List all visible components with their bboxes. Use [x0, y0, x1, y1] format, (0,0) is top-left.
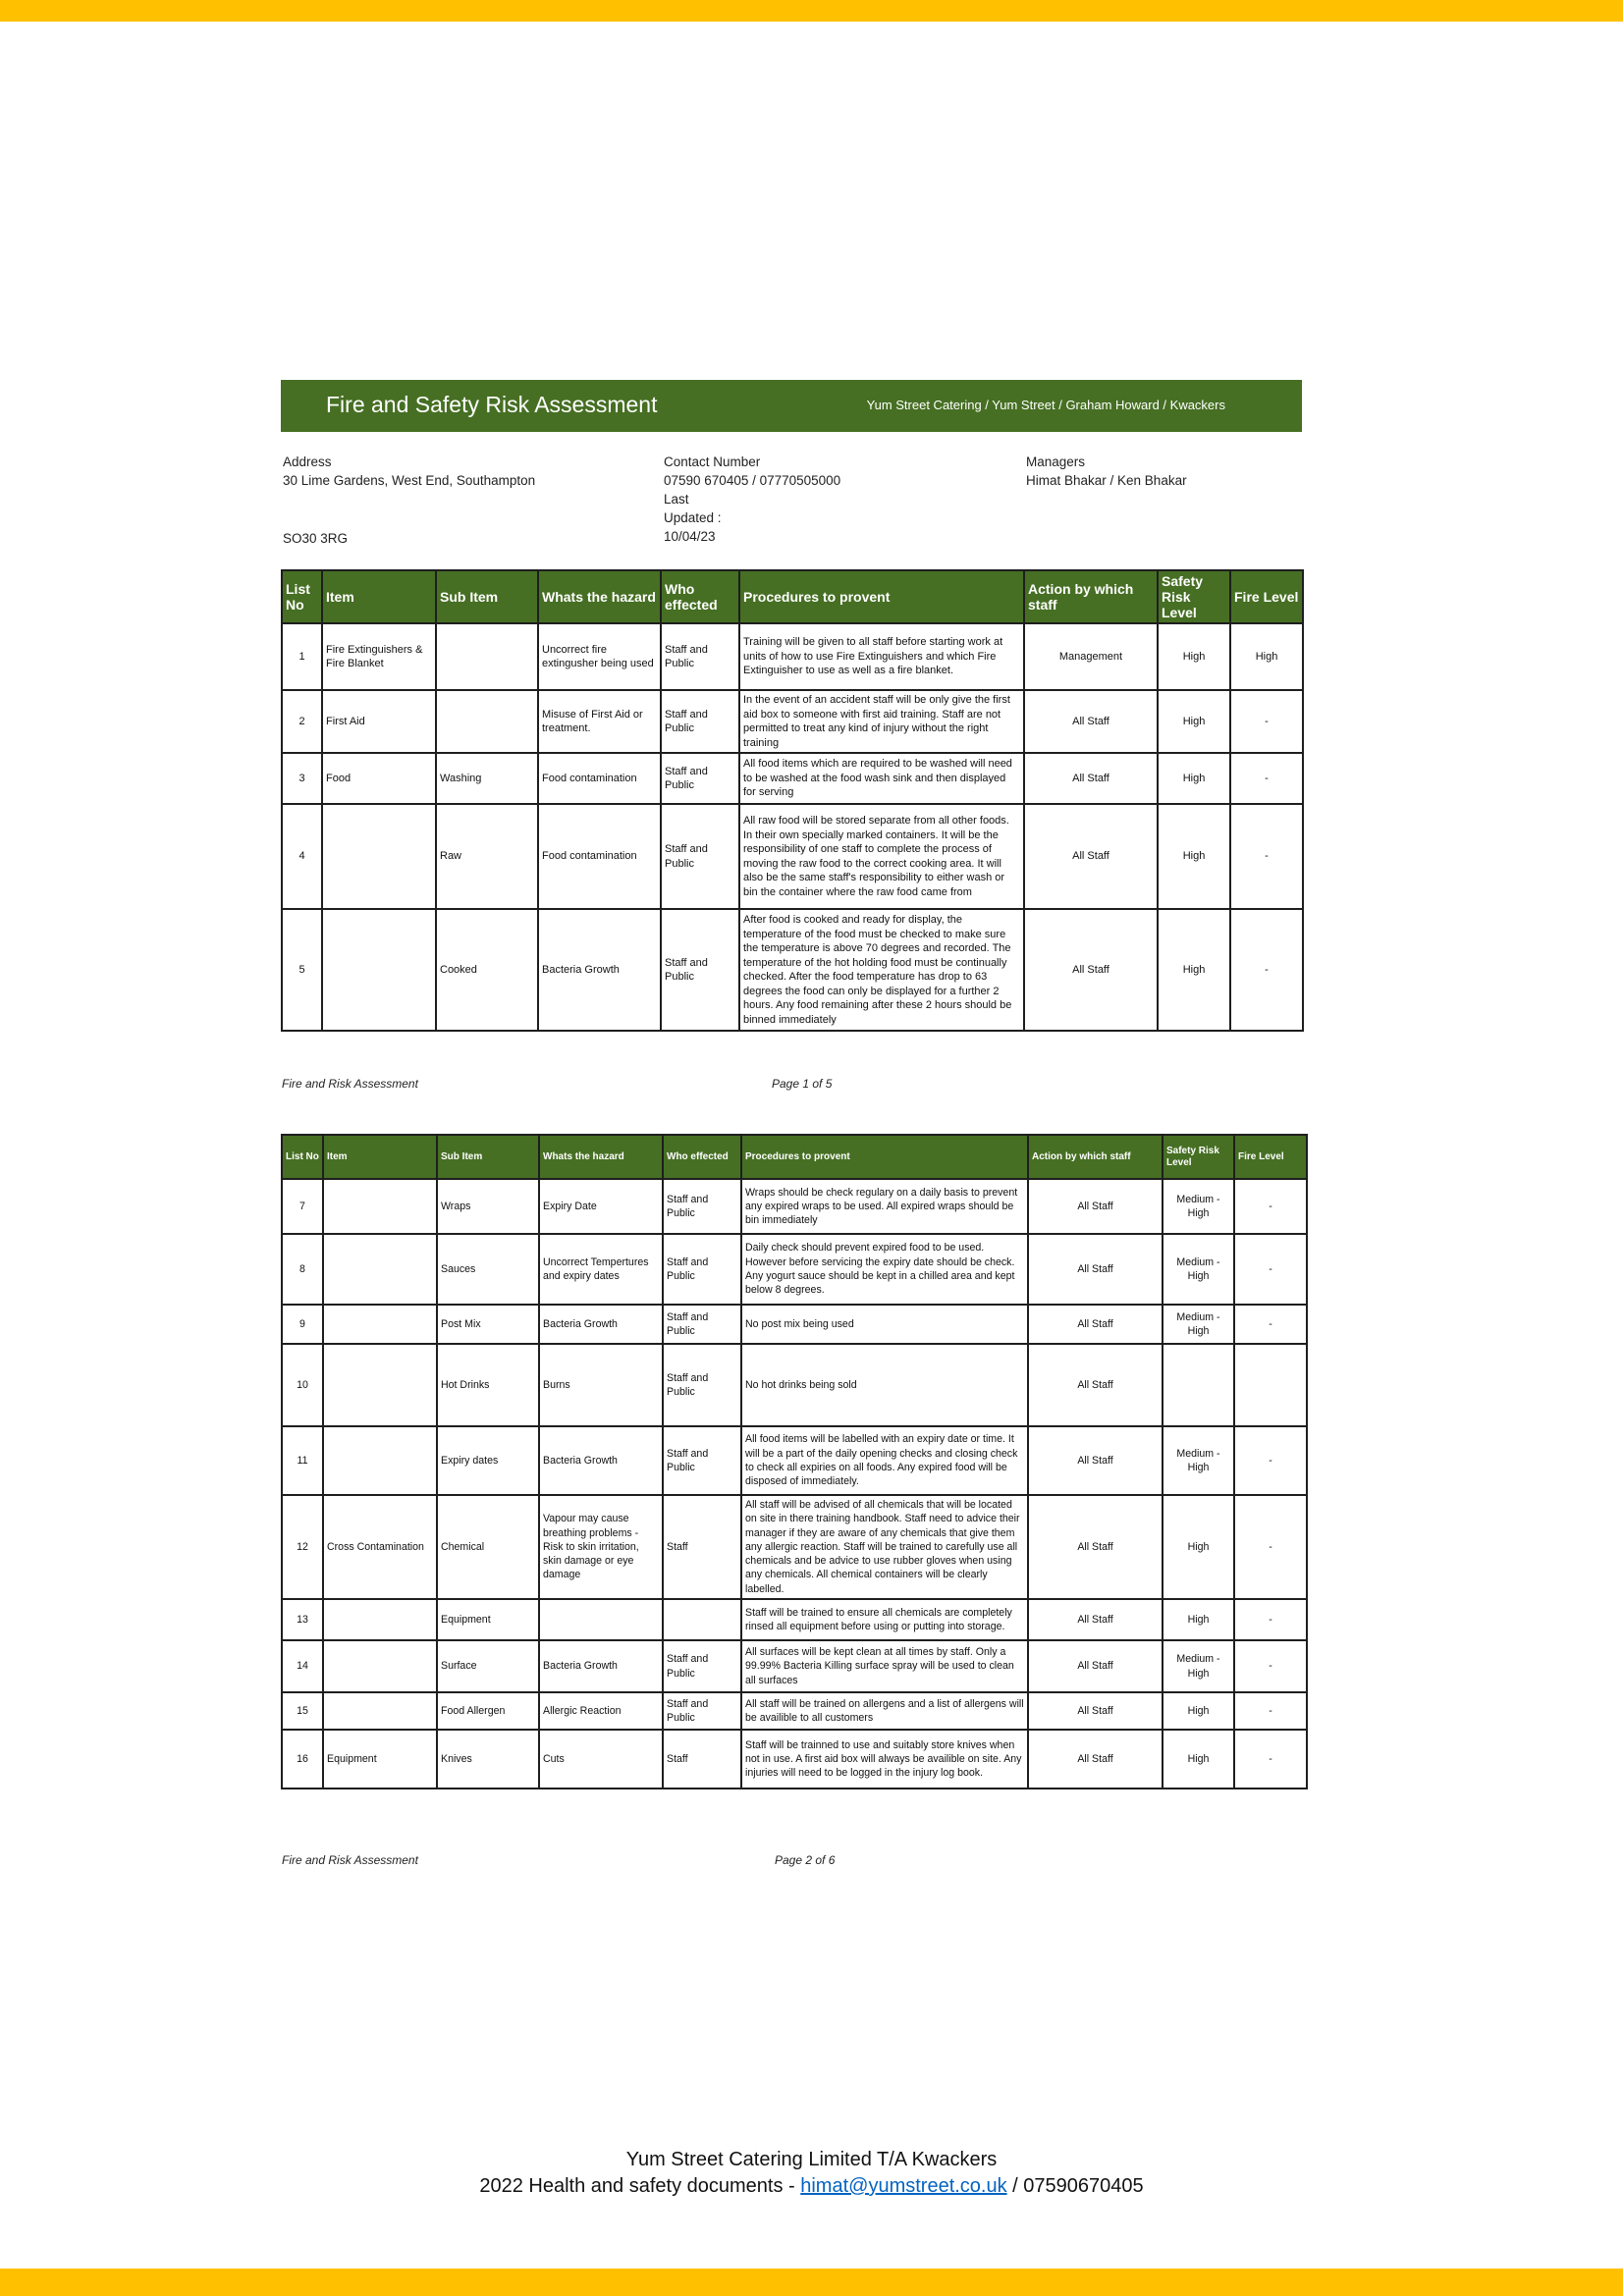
cell-procedure: All staff will be trained on allergens and a list of allergens will be availible to all customers: [741, 1692, 1028, 1730]
cell-sub-item: Washing: [436, 753, 538, 804]
cell-fire-level: High: [1230, 623, 1303, 690]
cell-sub-item: Raw: [436, 804, 538, 909]
cell-list-no: 15: [282, 1692, 323, 1730]
cell-who-effected: Staff and Public: [661, 804, 739, 909]
cell-item: [323, 1344, 437, 1426]
cell-procedure: All food items which are required to be washed will need to be washed at the food wash sink and then displayed for serving: [739, 753, 1024, 804]
table-row: [282, 1495, 1307, 1599]
cell-action-staff: Management: [1024, 623, 1158, 690]
cell-list-no: 8: [282, 1234, 323, 1305]
top-accent-bar: [0, 0, 1623, 22]
cell-procedure: All raw food will be stored separate from all other foods. In their own specially marked containers. It will be the responsibility of one staff to complete the process of moving the raw food to the correct cooking area. It will also be the same staff's responsibility to either wash or bin the container where the raw food came from: [739, 804, 1024, 909]
col-header: Safety Risk Level: [1163, 1135, 1234, 1179]
cell-item: [323, 1599, 437, 1640]
page-number: Page 2 of 6: [775, 1853, 836, 1867]
col-header: Who effected: [661, 570, 739, 623]
managers-label: Managers: [1026, 454, 1086, 469]
document-title: Fire and Safety Risk Assessment: [326, 392, 658, 417]
col-header: Item: [323, 1135, 437, 1179]
col-header: Sub Item: [436, 570, 538, 623]
documents-label: 2022 Health and safety documents -: [479, 2175, 801, 2197]
cell-sub-item: Knives: [437, 1730, 539, 1789]
table-row: [282, 623, 1303, 690]
col-header: List No: [282, 1135, 323, 1179]
cell-fire-level: [1234, 1344, 1307, 1426]
table-row: [282, 804, 1303, 909]
table-row: [282, 1179, 1307, 1234]
cell-sub-item: Food Allergen: [437, 1692, 539, 1730]
cell-safety-risk: High: [1158, 623, 1230, 690]
cell-list-no: 4: [282, 804, 322, 909]
col-header: Procedures to provent: [739, 570, 1024, 623]
cell-action-staff: All Staff: [1024, 753, 1158, 804]
cell-procedure: Daily check should prevent expired food to be used. However before servicing the expiry date should be check. Any yogurt sauce should be kept in a chilled area and kept below 8 degrees.: [741, 1234, 1028, 1305]
cell-procedure: No hot drinks being sold: [741, 1344, 1028, 1426]
cell-list-no: 2: [282, 690, 322, 753]
col-header: Action by which staff: [1024, 570, 1158, 623]
cell-list-no: 7: [282, 1179, 323, 1234]
cell-safety-risk: [1163, 1344, 1234, 1426]
cell-safety-risk: Medium - High: [1163, 1640, 1234, 1692]
cell-list-no: 9: [282, 1305, 323, 1344]
cell-hazard: Food contamination: [538, 753, 661, 804]
company-phone: / 07590670405: [1006, 2175, 1144, 2197]
cell-safety-risk: Medium - High: [1163, 1234, 1234, 1305]
cell-item: [322, 804, 436, 909]
cell-procedure: All staff will be advised of all chemicals that will be located on site in there training handbook. Staff need to advice their manager if they are aware of any chemicals that give them any allergic reaction. Staff will be trained to carefully use all chemicals and be advice to use rubber gloves when using any chemicals. All chemical containers will be clearly labelled.: [741, 1495, 1028, 1599]
cell-fire-level: -: [1234, 1495, 1307, 1599]
cell-fire-level: -: [1234, 1305, 1307, 1344]
cell-safety-risk: High: [1158, 909, 1230, 1031]
cell-safety-risk: High: [1158, 690, 1230, 753]
cell-procedure: No post mix being used: [741, 1305, 1028, 1344]
cell-safety-risk: Medium - High: [1163, 1426, 1234, 1495]
table-row: [282, 1234, 1307, 1305]
col-header: Whats the hazard: [539, 1135, 663, 1179]
cell-action-staff: All Staff: [1024, 690, 1158, 753]
cell-who-effected: Staff and Public: [661, 753, 739, 804]
cell-sub-item: Expiry dates: [437, 1426, 539, 1495]
cell-sub-item: Equipment: [437, 1599, 539, 1640]
postcode-block: [283, 529, 348, 548]
cell-fire-level: -: [1234, 1426, 1307, 1495]
cell-action-staff: All Staff: [1028, 1344, 1163, 1426]
cell-fire-level: -: [1230, 690, 1303, 753]
cell-item: [323, 1692, 437, 1730]
cell-who-effected: Staff and Public: [663, 1234, 741, 1305]
cell-safety-risk: High: [1158, 753, 1230, 804]
col-header: List No: [282, 570, 322, 623]
cell-hazard: Uncorrect Tempertures and expiry dates: [539, 1234, 663, 1305]
cell-safety-risk: High: [1163, 1495, 1234, 1599]
cell-sub-item: [436, 690, 538, 753]
cell-hazard: Burns: [539, 1344, 663, 1426]
col-header: Fire Level: [1230, 570, 1303, 623]
managers-block: [1026, 453, 1187, 490]
col-header: Whats the hazard: [538, 570, 661, 623]
risk-table-page-2: [281, 1134, 1308, 1789]
cell-procedure: Wraps should be check regulary on a daily basis to prevent any expired wraps to be used. All expired wraps should be bin immediately: [741, 1179, 1028, 1234]
header-banner: [281, 380, 1302, 432]
cell-procedure: Staff will be trainned to use and suitably store knives when not in use. A first aid box will always be availible on site. Any injuries will need to be logged in the injury log book.: [741, 1730, 1028, 1789]
cell-procedure: After food is cooked and ready for display, the temperature of the food must be checked to make sure the temperature is above 70 degrees and recorded. The temperature of the hot holding food must be continually checked. After the food temperature has drop to 63 degrees the food can only be displayed for a further 2 hours. Any food remaining after these 2 hours should be binned immediately: [739, 909, 1024, 1031]
cell-item: Cross Contamination: [323, 1495, 437, 1599]
cell-procedure: All food items will be labelled with an expiry date or time. It will be a part of the daily opening checks and closing check to check all expiries on all foods. Any expired food will be disposed of immediately.: [741, 1426, 1028, 1495]
cell-hazard: [539, 1599, 663, 1640]
contact-value: 07590 670405 / 07770505000: [664, 473, 841, 488]
cell-hazard: Allergic Reaction: [539, 1692, 663, 1730]
cell-fire-level: -: [1230, 753, 1303, 804]
page-number: Page 1 of 5: [772, 1077, 833, 1091]
cell-safety-risk: High: [1163, 1730, 1234, 1789]
cell-action-staff: All Staff: [1028, 1640, 1163, 1692]
cell-list-no: 3: [282, 753, 322, 804]
address-value: 30 Lime Gardens, West End, Southampton: [283, 473, 536, 488]
cell-item: Equipment: [323, 1730, 437, 1789]
cell-sub-item: Sauces: [437, 1234, 539, 1305]
cell-action-staff: All Staff: [1028, 1730, 1163, 1789]
col-header: Safety Risk Level: [1158, 570, 1230, 623]
cell-who-effected: Staff and Public: [661, 690, 739, 753]
col-header: Who effected: [663, 1135, 741, 1179]
cell-list-no: 1: [282, 623, 322, 690]
cell-who-effected: Staff: [663, 1495, 741, 1599]
cell-list-no: 11: [282, 1426, 323, 1495]
cell-who-effected: [663, 1599, 741, 1640]
cell-item: [323, 1179, 437, 1234]
table-row: [282, 909, 1303, 1031]
cell-item: [323, 1426, 437, 1495]
cell-action-staff: All Staff: [1028, 1179, 1163, 1234]
cell-item: First Aid: [322, 690, 436, 753]
email-link[interactable]: himat@yumstreet.co.uk: [800, 2175, 1007, 2197]
cell-action-staff: All Staff: [1028, 1599, 1163, 1640]
table-row: [282, 690, 1303, 753]
company-contact-line: [0, 2175, 1623, 2198]
cell-who-effected: Staff: [663, 1730, 741, 1789]
address-label: Address: [283, 454, 332, 469]
cell-hazard: Food contamination: [538, 804, 661, 909]
updated-value: 10/04/23: [664, 529, 716, 544]
col-header: Action by which staff: [1028, 1135, 1163, 1179]
cell-fire-level: -: [1234, 1640, 1307, 1692]
address-block: [283, 453, 535, 490]
page-footer-title: Fire and Risk Assessment: [282, 1853, 418, 1867]
company-name: Yum Street Catering Limited T/A Kwackers: [625, 2149, 998, 2170]
cell-hazard: Bacteria Growth: [538, 909, 661, 1031]
cell-fire-level: -: [1234, 1234, 1307, 1305]
contact-label: Contact Number: [664, 454, 761, 469]
cell-list-no: 16: [282, 1730, 323, 1789]
table-row: [282, 1599, 1307, 1640]
cell-procedure: Staff will be trained to ensure all chemicals are completely rinsed all equipment before using or putting into storage.: [741, 1599, 1028, 1640]
table-row: [282, 753, 1303, 804]
cell-hazard: Vapour may cause breathing problems - Risk to skin irritation, skin damage or eye damage: [539, 1495, 663, 1599]
cell-sub-item: Cooked: [436, 909, 538, 1031]
cell-procedure: In the event of an accident staff will be only give the first aid box to someone with first aid training. Staff are not permitted to treat any kind of injury without the right training: [739, 690, 1024, 753]
col-header: Sub Item: [437, 1135, 539, 1179]
cell-who-effected: Staff and Public: [661, 623, 739, 690]
cell-action-staff: All Staff: [1028, 1426, 1163, 1495]
risk-table-page-1: [281, 569, 1304, 1032]
cell-fire-level: -: [1230, 804, 1303, 909]
document-subtitle: Yum Street Catering / Yum Street / Graham Howard / Kwackers: [866, 398, 1225, 412]
cell-hazard: Expiry Date: [539, 1179, 663, 1234]
cell-fire-level: -: [1234, 1730, 1307, 1789]
cell-hazard: Uncorrect fire extingusher being used: [538, 623, 661, 690]
cell-item: [323, 1305, 437, 1344]
bottom-accent-bar: [0, 2269, 1623, 2296]
cell-sub-item: Surface: [437, 1640, 539, 1692]
cell-item: [323, 1640, 437, 1692]
cell-item: [323, 1234, 437, 1305]
table-row: [282, 1344, 1307, 1426]
cell-action-staff: All Staff: [1028, 1495, 1163, 1599]
table-row: [282, 1692, 1307, 1730]
managers-value: Himat Bhakar / Ken Bhakar: [1026, 473, 1187, 488]
cell-hazard: Cuts: [539, 1730, 663, 1789]
cell-who-effected: Staff and Public: [663, 1426, 741, 1495]
col-header: Procedures to provent: [741, 1135, 1028, 1179]
cell-who-effected: Staff and Public: [661, 909, 739, 1031]
cell-who-effected: Staff and Public: [663, 1640, 741, 1692]
col-header: Fire Level: [1234, 1135, 1307, 1179]
cell-hazard: Misuse of First Aid or treatment.: [538, 690, 661, 753]
cell-item: Food: [322, 753, 436, 804]
cell-action-staff: All Staff: [1024, 909, 1158, 1031]
cell-item: Fire Extinguishers & Fire Blanket: [322, 623, 436, 690]
cell-action-staff: All Staff: [1028, 1692, 1163, 1730]
postcode-value: SO30 3RG: [283, 531, 349, 546]
cell-action-staff: All Staff: [1028, 1305, 1163, 1344]
cell-item: [322, 909, 436, 1031]
cell-fire-level: -: [1230, 909, 1303, 1031]
cell-safety-risk: Medium - High: [1163, 1305, 1234, 1344]
cell-sub-item: Chemical: [437, 1495, 539, 1599]
cell-list-no: 5: [282, 909, 322, 1031]
cell-hazard: Bacteria Growth: [539, 1640, 663, 1692]
cell-list-no: 12: [282, 1495, 323, 1599]
cell-action-staff: All Staff: [1028, 1234, 1163, 1305]
cell-hazard: Bacteria Growth: [539, 1426, 663, 1495]
cell-who-effected: Staff and Public: [663, 1344, 741, 1426]
page-footer-title: Fire and Risk Assessment: [282, 1077, 418, 1091]
cell-action-staff: All Staff: [1024, 804, 1158, 909]
cell-sub-item: Wraps: [437, 1179, 539, 1234]
table-row: [282, 1305, 1307, 1344]
contact-block: [664, 453, 840, 546]
cell-safety-risk: Medium - High: [1163, 1179, 1234, 1234]
table-row: [282, 1730, 1307, 1789]
table-row: [282, 1426, 1307, 1495]
cell-procedure: Training will be given to all staff before starting work at units of how to use Fire Extinguishers and which Fire Extinguisher to use as well as a fire blanket.: [739, 623, 1024, 690]
cell-safety-risk: High: [1163, 1599, 1234, 1640]
col-header: Item: [322, 570, 436, 623]
cell-procedure: All surfaces will be kept clean at all times by staff. Only a 99.99% Bacteria Killing surface spray will be used to clean all surfaces: [741, 1640, 1028, 1692]
cell-safety-risk: High: [1163, 1692, 1234, 1730]
cell-who-effected: Staff and Public: [663, 1692, 741, 1730]
cell-hazard: Bacteria Growth: [539, 1305, 663, 1344]
cell-who-effected: Staff and Public: [663, 1305, 741, 1344]
cell-list-no: 13: [282, 1599, 323, 1640]
cell-who-effected: Staff and Public: [663, 1179, 741, 1234]
last-label: Last: [664, 492, 689, 507]
cell-list-no: 10: [282, 1344, 323, 1426]
cell-fire-level: -: [1234, 1692, 1307, 1730]
cell-list-no: 14: [282, 1640, 323, 1692]
cell-safety-risk: High: [1158, 804, 1230, 909]
table-row: [282, 1640, 1307, 1692]
updated-label: Updated :: [664, 510, 722, 525]
cell-fire-level: -: [1234, 1599, 1307, 1640]
cell-sub-item: [436, 623, 538, 690]
cell-fire-level: -: [1234, 1179, 1307, 1234]
cell-sub-item: Hot Drinks: [437, 1344, 539, 1426]
cell-sub-item: Post Mix: [437, 1305, 539, 1344]
table-header-row: [282, 1135, 1307, 1179]
table-header-row: [282, 570, 1303, 623]
